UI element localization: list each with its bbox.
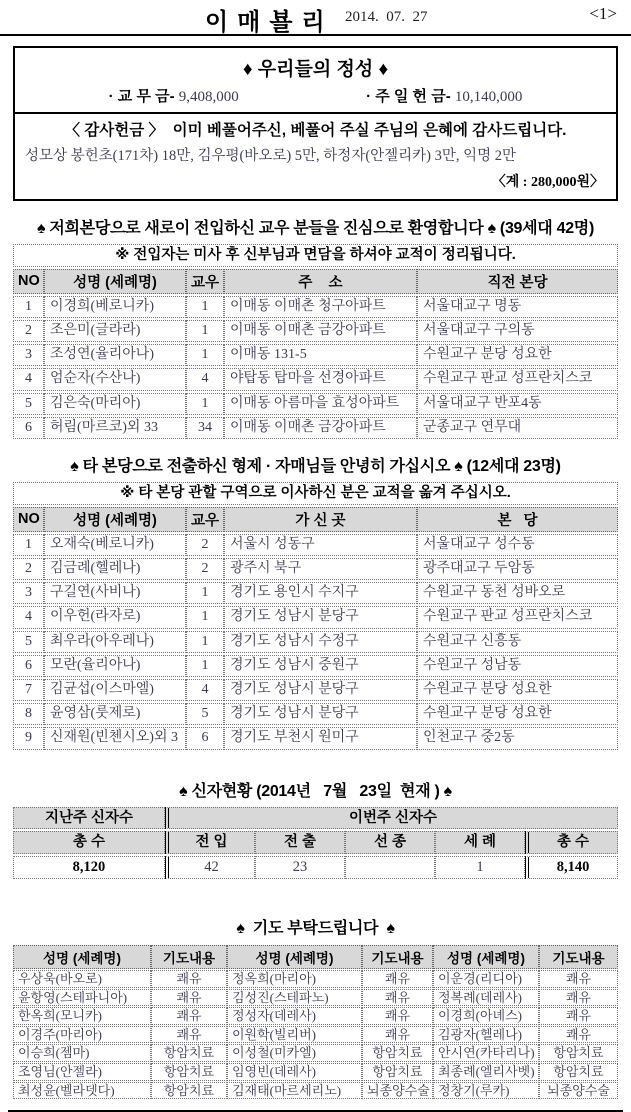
table-row	[13, 1082, 618, 1100]
table-cell: 조은미(글라라)	[44, 320, 186, 342]
table-cell: 경기도 성남시 중원구	[224, 655, 417, 677]
table-cell: 1	[186, 631, 224, 653]
offering-value: 10,140,000	[454, 89, 523, 105]
table-cell: 34	[186, 417, 224, 439]
thanks-offering-heading: 〈 감사헌금 〉 이미 베풀어주신, 베풀어 주실 주님의 은혜에 감사드립니다.	[64, 122, 567, 139]
table-cell: 조영님(안젤라)	[13, 1063, 151, 1081]
table-cell: 6	[13, 417, 44, 439]
table-cell: 조성연(율리아나)	[44, 344, 186, 366]
table-cell: 42	[165, 856, 255, 879]
table-row	[13, 582, 618, 604]
table-cell: 2	[13, 558, 44, 580]
table-cell: 1	[435, 856, 525, 879]
table-cell: 경기도 용인시 수지구	[224, 582, 417, 604]
table-cell: 전 입	[165, 831, 255, 854]
table-cell: 1	[186, 655, 224, 677]
table-cell: 이매동 아름마을 효성아파트	[224, 393, 417, 415]
table-cell: 쾌유	[362, 970, 433, 988]
table-row	[13, 989, 618, 1007]
table-cell: 윤항영(스테파니아)	[13, 989, 151, 1007]
table-row	[13, 344, 618, 366]
table-cell: 4	[186, 368, 224, 390]
table-cell: 5	[13, 631, 44, 653]
bulletin-title: 이매뵬리	[205, 9, 334, 36]
table-cell: 광주시 북구	[224, 558, 417, 580]
table-cell: 모란(율리아나)	[44, 655, 186, 677]
column-header-name: 성명 (세례명)	[433, 945, 539, 969]
transfer-in-table	[13, 242, 618, 441]
column-header-name: 성명 (세례명)	[44, 269, 186, 294]
table-cell: 항암치료	[539, 1063, 618, 1081]
table-cell: 4	[13, 606, 44, 628]
table-cell: 이원학(빌리버)	[227, 1026, 362, 1044]
column-header-row	[13, 945, 618, 969]
table-cell: 윤영삼(룻제로)	[44, 703, 186, 725]
offering-box	[13, 46, 618, 201]
table-cell: 뇌종양수술	[362, 1082, 433, 1100]
table-cell: 김광자(헬레나)	[433, 1026, 539, 1044]
table-cell: 항암치료	[362, 1063, 433, 1081]
column-header-previous-parish: 직전 본당	[417, 269, 618, 294]
table-cell: 한옥희(모니카)	[13, 1007, 151, 1025]
column-header-intention: 기도내용	[362, 945, 433, 969]
table-cell: 경기도 성남시 분당구	[224, 606, 417, 628]
table-cell: 군종교구 연무대	[417, 417, 618, 439]
table-cell: 정성자(데레사)	[227, 1007, 362, 1025]
table-row	[13, 679, 618, 701]
column-header-intention: 기도내용	[539, 945, 618, 969]
transfer-out-table	[13, 480, 618, 752]
table-cell: 9	[13, 727, 44, 749]
table-cell: 이승희(젬마)	[13, 1044, 151, 1062]
table-cell: 수원교구 동천 성바오로	[417, 582, 618, 604]
table-cell: 이경주(마리아)	[13, 1026, 151, 1044]
table-cell: 8,120	[13, 856, 165, 879]
table-row	[13, 368, 618, 390]
table-cell: 쾌유	[362, 989, 433, 1007]
table-cell: 우상욱(바오로)	[13, 970, 151, 988]
table-row	[13, 1026, 618, 1044]
table-cell: 세 례	[435, 831, 525, 854]
table-cell: 1	[186, 606, 224, 628]
table-cell: 이경희(아녜스)	[433, 1007, 539, 1025]
table-cell: 8,140	[525, 856, 618, 879]
table-cell: 서울시 성동구	[224, 534, 417, 556]
column-header-name: 성명 (세례명)	[44, 507, 186, 532]
table-cell: 김은숙(마리아)	[44, 393, 186, 415]
table-cell: 쾌유	[539, 989, 618, 1007]
table-cell: 2	[186, 558, 224, 580]
transfer-in-note: ※ 전입자는 미사 후 신부님과 면담을 하셔야 교적이 정리됩니다.	[13, 244, 618, 267]
table-cell: 23	[255, 856, 345, 879]
column-header-row	[13, 269, 618, 294]
table-cell: 항암치료	[151, 1063, 227, 1081]
table-cell: 총 수	[525, 831, 618, 854]
table-row	[13, 970, 618, 988]
transfer-in-rows	[13, 296, 618, 439]
thanks-offering-block	[15, 112, 616, 199]
table-cell: 뇌종양수술	[539, 1082, 618, 1100]
table-cell: 쾌유	[539, 970, 618, 988]
transfer-out-note: ※ 타 본당 관할 구역으로 이사하신 분은 교적을 옮겨 주십시오.	[13, 482, 618, 505]
table-cell: 수원교구 판교 성프란치스코	[417, 368, 618, 390]
table-cell: 수원교구 분당 성요한	[417, 344, 618, 366]
offering-item-gyomugeum	[109, 85, 239, 106]
table-cell: 최우라(아우레나)	[44, 631, 186, 653]
offering-label: · 주 일 헌 금-	[366, 88, 455, 105]
column-header-row	[13, 507, 618, 532]
table-row	[13, 856, 618, 879]
table-cell: 1	[13, 296, 44, 318]
statistics-group-row	[13, 807, 618, 830]
column-header-count: 교우	[186, 269, 224, 294]
column-header-address: 주 소	[224, 269, 417, 294]
table-cell: 수원교구 분당 성요한	[417, 679, 618, 701]
table-row	[13, 1063, 618, 1081]
offering-amounts	[15, 83, 616, 112]
table-cell: 1	[186, 582, 224, 604]
table-cell: 2	[13, 320, 44, 342]
table-cell: 이매동 이매촌 청구아파트	[224, 296, 417, 318]
table-row	[13, 1007, 618, 1025]
column-header-count: 교우	[186, 507, 224, 532]
table-cell: 1	[13, 534, 44, 556]
table-cell: 1	[186, 320, 224, 342]
offering-title: ♦ 우리들의 정성 ♦	[242, 59, 389, 80]
table-cell: 신재원(빈첸시오)외 3	[44, 727, 186, 749]
table-cell: 수원교구 신흥동	[417, 631, 618, 653]
table-cell: 쾌유	[151, 970, 227, 988]
column-header-name: 성명 (세례명)	[13, 945, 151, 969]
transfer-out-rows	[13, 534, 618, 750]
table-cell: 전 출	[255, 831, 345, 854]
table-row	[13, 703, 618, 725]
table-cell: 광주대교구 두암동	[417, 558, 618, 580]
offering-label: · 교 무 금-	[108, 88, 179, 105]
transfer-in-title: ♠ 저희본당으로 새로이 전입하신 교우 분들을 진심으로 환영합니다 ♠ (39세대 42명)	[37, 220, 594, 237]
table-cell: 김균섭(이스마엘)	[44, 679, 186, 701]
prayer-table	[13, 944, 618, 1100]
page-number: <1>	[589, 4, 617, 23]
table-cell: 서울대교구 성수동	[417, 534, 618, 556]
table-cell: 선 종	[345, 831, 435, 854]
table-row	[13, 393, 618, 415]
table-cell: 경기도 부천시 원미구	[224, 727, 417, 749]
table-cell: 허림(마르코)외 33	[44, 417, 186, 439]
table-cell: 서울대교구 반포4동	[417, 393, 618, 415]
table-row	[13, 296, 618, 318]
column-header-destination: 가 신 곳	[224, 507, 417, 532]
column-header-no: NO	[13, 507, 44, 532]
table-cell: 수원교구 판교 성프란치스코	[417, 606, 618, 628]
table-cell: 최성윤(벨라뎃다)	[13, 1082, 151, 1100]
statistics-table	[13, 805, 618, 882]
prayer-title: ♠ 기도 부탁드립니다 ♠	[236, 920, 395, 938]
statistics-title: ♠ 신자현황 (2014년 7월 23일 현재 ) ♠	[179, 782, 452, 800]
table-cell: 1	[186, 296, 224, 318]
table-cell: 최종례(엘리사벳)	[433, 1063, 539, 1081]
table-row	[13, 631, 618, 653]
table-cell: 2	[186, 534, 224, 556]
table-cell: 이운경(리디아)	[433, 970, 539, 988]
table-cell: 정옥희(마리아)	[227, 970, 362, 988]
column-header-parish: 본 당	[417, 507, 618, 532]
table-cell: 8	[13, 703, 44, 725]
table-cell: 총 수	[13, 831, 165, 854]
this-week-label: 이번주 신자수	[165, 807, 618, 830]
table-row	[13, 831, 618, 854]
table-cell: 항암치료	[362, 1044, 433, 1062]
transfer-out-title: ♠ 타 본당으로 전출하신 형제 · 자매님들 안녕히 가십시오 ♠ (12세대 23명)	[70, 457, 561, 475]
table-note-row	[13, 482, 618, 505]
table-cell: 1	[186, 344, 224, 366]
last-week-label: 지난주 신자수	[13, 807, 165, 830]
table-cell: 쾌유	[539, 1007, 618, 1025]
offering-value: 9,408,000	[178, 89, 239, 105]
table-row	[13, 1044, 618, 1062]
table-cell: 김금례(헬레나)	[44, 558, 186, 580]
table-cell: 김재태(마르세리노)	[227, 1082, 362, 1100]
table-cell: 구길연(사비나)	[44, 582, 186, 604]
table-cell: 쾌유	[151, 1007, 227, 1025]
table-row	[13, 655, 618, 677]
table-cell: 쾌유	[151, 1026, 227, 1044]
column-header-name: 성명 (세례명)	[227, 945, 362, 969]
table-row	[13, 727, 618, 749]
column-header-no: NO	[13, 269, 44, 294]
statistics-rows	[13, 831, 618, 879]
table-cell: 5	[13, 393, 44, 415]
table-cell: 경기도 성남시 분당구	[224, 679, 417, 701]
table-cell: 안시연(카타리나)	[433, 1044, 539, 1062]
table-note-row	[13, 244, 618, 267]
table-cell: 서울대교구 명동	[417, 296, 618, 318]
table-cell: 4	[13, 368, 44, 390]
table-cell: 이경희(베로니카)	[44, 296, 186, 318]
table-row	[13, 558, 618, 580]
table-cell: 1	[186, 393, 224, 415]
table-cell: 서울대교구 구의동	[417, 320, 618, 342]
table-cell: 3	[13, 582, 44, 604]
table-row	[13, 606, 618, 628]
table-cell: 수원교구 성남동	[417, 655, 618, 677]
table-cell: 이매동 이매촌 금강아파트	[224, 417, 417, 439]
table-cell: 이매동 이매촌 금강아파트	[224, 320, 417, 342]
table-cell: 수원교구 분당 성요한	[417, 703, 618, 725]
table-cell: 이매동 131-5	[224, 344, 417, 366]
column-header-intention: 기도내용	[151, 945, 227, 969]
table-cell: 경기도 성남시 분당구	[224, 703, 417, 725]
table-cell: 6	[13, 655, 44, 677]
thanks-offering-detail: 성모상 봉헌초(171차) 18만, 김우평(바오로) 5만, 하정자(안젤리카) 3만, 익명 2만	[25, 148, 517, 164]
table-cell: 7	[13, 679, 44, 701]
table-cell: 쾌유	[362, 1026, 433, 1044]
table-cell: 쾌유	[539, 1026, 618, 1044]
table-row	[13, 417, 618, 439]
table-cell: 항암치료	[539, 1044, 618, 1062]
table-cell: 4	[186, 679, 224, 701]
table-cell	[345, 856, 435, 879]
thanks-offering-total: 〈계 : 280,000원〉	[491, 175, 604, 190]
table-row	[13, 320, 618, 342]
table-cell: 김성진(스테파노)	[227, 989, 362, 1007]
table-cell: 항암치료	[151, 1082, 227, 1100]
table-cell: 쾌유	[151, 989, 227, 1007]
bulletin-date: 2014. 07. 27	[345, 9, 428, 25]
table-cell: 이성철(미카엘)	[227, 1044, 362, 1062]
table-cell: 항암치료	[151, 1044, 227, 1062]
table-cell: 정창기(루카)	[433, 1082, 539, 1100]
table-cell: 6	[186, 727, 224, 749]
table-cell: 야탑동 탑마을 선경아파트	[224, 368, 417, 390]
offering-item-juilheongeum	[366, 85, 522, 106]
table-cell: 5	[186, 703, 224, 725]
table-cell: 임영빈(데레사)	[227, 1063, 362, 1081]
table-cell: 오재숙(베로니카)	[44, 534, 186, 556]
page-header	[0, 0, 631, 36]
table-cell: 쾌유	[362, 1007, 433, 1025]
table-cell: 엄순자(수산나)	[44, 368, 186, 390]
prayer-rows	[13, 970, 618, 1099]
table-cell: 정복례(데레사)	[433, 989, 539, 1007]
table-row	[13, 534, 618, 556]
table-cell: 이우헌(라자로)	[44, 606, 186, 628]
table-cell: 인천교구 중2동	[417, 727, 618, 749]
table-cell: 경기도 성남시 수정구	[224, 631, 417, 653]
table-cell: 3	[13, 344, 44, 366]
